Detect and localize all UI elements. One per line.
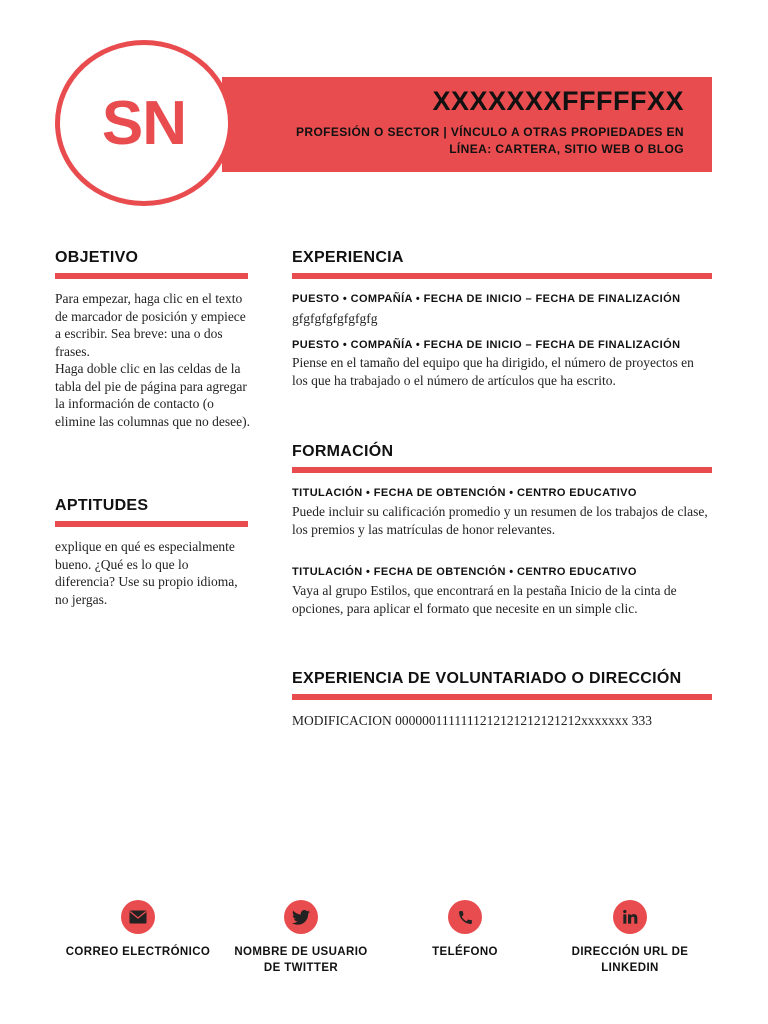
volunteer-rule: [292, 694, 712, 700]
initials-circle: [55, 40, 233, 206]
education-text-2[interactable]: Vaya al grupo Estilos, que encontrará en la pestaña Inicio de la cinta de opciones, para aplicar el formato que necesite en un simple clic.: [292, 583, 677, 616]
linkedin-icon: [613, 900, 647, 934]
objective-title: OBJETIVO: [55, 249, 139, 266]
phone-icon: [448, 900, 482, 934]
education-rule: [292, 467, 712, 473]
twitter-icon: [284, 900, 318, 934]
education-meta-2[interactable]: TITULACIÓN • FECHA DE OBTENCIÓN • CENTRO EDUCATIVO: [292, 566, 637, 578]
volunteer-text[interactable]: MODIFICACION 0000001111111212121212121212xxxxxxx 333: [292, 713, 652, 728]
email-icon: [121, 900, 155, 934]
education-title: FORMACIÓN: [292, 443, 394, 460]
volunteer-title: EXPERIENCIA DE VOLUNTARIADO O DIRECCIÓN: [292, 670, 682, 687]
contact-linkedin[interactable]: [550, 900, 710, 976]
experience-title: EXPERIENCIA: [292, 249, 404, 266]
skills-text[interactable]: explique en qué es especialmente bueno. ¿Qué es lo que lo diferencia? Use su propio idioma, no jergas.: [55, 539, 238, 607]
education-text-1[interactable]: Puede incluir su calificación promedio y un resumen de los trabajos de clase, los premios y las matrículas de honor relevantes.: [292, 504, 708, 537]
education-meta-1[interactable]: TITULACIÓN • FECHA DE OBTENCIÓN • CENTRO EDUCATIVO: [292, 487, 637, 499]
contact-email-label: CORREO ELECTRÓNICO: [65, 946, 211, 958]
skills-rule: [55, 521, 248, 527]
contact-phone[interactable]: [410, 900, 520, 960]
contact-linkedin-label: DIRECCIÓN URL DE LINKEDIN: [571, 946, 689, 974]
experience-rule: [292, 273, 712, 279]
initials: SN: [101, 88, 187, 158]
experience-meta-1[interactable]: PUESTO • COMPAÑÍA • FECHA DE INICIO – FECHA DE FINALIZACIÓN: [292, 293, 681, 305]
contact-twitter-label: NOMBRE DE USUARIO DE TWITTER: [234, 946, 368, 974]
contact-twitter[interactable]: [228, 900, 374, 976]
objective-text[interactable]: Para empezar, haga clic en el texto de marcador de posición y empiece a escribir. Sea breve: una o dos frases. Haga doble clic en las celdas de la tabla del pie de página para agregar la información de contacto (o elimine las columnas que no desee).: [55, 291, 250, 429]
contact-phone-label: TELÉFONO: [432, 946, 498, 958]
candidate-name[interactable]: XXXXXXXFFFFFXX: [432, 86, 684, 116]
experience-text-1[interactable]: gfgfgfgfgfgfgfg: [292, 311, 378, 326]
objective-rule: [55, 273, 248, 279]
experience-text-2[interactable]: Piense en el tamaño del equipo que ha dirigido, el número de proyectos en los que ha trabajado o el número de artículos que ha escrito.: [292, 355, 694, 388]
profession-line[interactable]: PROFESIÓN O SECTOR | VÍNCULO A OTRAS PROPIEDADES EN LÍNEA: CARTERA, SITIO WEB O BLOG: [295, 125, 684, 156]
skills-title: APTITUDES: [55, 497, 149, 514]
contact-email[interactable]: [60, 900, 216, 960]
experience-meta-2[interactable]: PUESTO • COMPAÑÍA • FECHA DE INICIO – FECHA DE FINALIZACIÓN: [292, 339, 681, 351]
